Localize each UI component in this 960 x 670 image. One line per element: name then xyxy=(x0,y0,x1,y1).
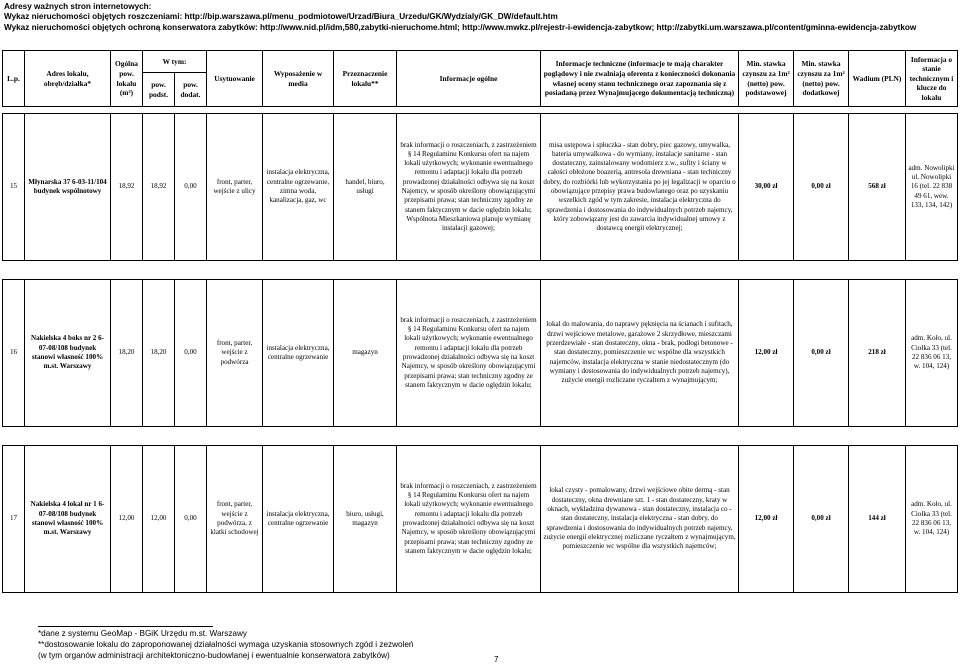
header-deposit: Wadium (PLN) xyxy=(849,51,906,107)
footnote-authorities: (w tym organów administracji architektoniczno-budowlanej i ewentualnie konserwatora zabytków) xyxy=(38,651,390,661)
row-keys-info: adm. Koło, ul. Ciołka 33 (tel. 22 836 06 13, w. 104, 124) xyxy=(906,280,958,427)
row-deposit: 144 zł xyxy=(849,446,906,593)
row-general-info: brak informacji o roszczeniach, z zastrzeżeniem § 14 Regulaminu Konkursu ofert na najem lokali użytkowych; wykonanie ewentualnego remontu i adaptacji lokalu dla potrzeb prowadzonej działalności odbywa się na koszt Najemcy, w sposób określony obowiązującymi przepisami prawa; stan techniczny zgodny ze stanem faktycznym w dacie oględzin lokalu; Wspólnota Mieszkaniowa planuje wymianę instalacji gazowej; xyxy=(397,114,541,261)
header-technical-info: Informacje techniczne (informacje te mają charakter poglądowy i nie zwalniają oferenta z konieczności dokonania własnej oceny stanu technicznego oraz zapoznania się z posiadaną przez Wynajmującego dokumentacją techniczną) xyxy=(541,51,739,107)
row-additional-area: 0,00 xyxy=(175,280,207,427)
header-address: Adres lokalu, obręb/działka* xyxy=(25,51,111,107)
table-row xyxy=(3,114,958,261)
row-address: Młynarska 37 6-03-11/104 budynek wspólnotowy xyxy=(25,114,111,261)
row-address: Nakielska 4 boks nr 2 6-07-08/108 budynek stanowi własność 100% m.st. Warszawy xyxy=(25,280,111,427)
header-title: Adresy ważnych stron internetowych: xyxy=(4,2,152,11)
header-basic-area: pow. podst. xyxy=(143,73,175,107)
row-general-info: brak informacji o roszczeniach, z zastrzeżeniem § 14 Regulaminu Konkursu ofert na najem lokali użytkowych; wykonanie ewentualnego remontu i adaptacji lokalu dla potrzeb prowadzonej działalności odbywa się na koszt Najemcy, w sposób określony obowiązującymi przepisami prawa; stan techniczny zgodny ze stanem faktycznym w dacie oględzin lokalu; xyxy=(397,446,541,593)
row-basic-area: 12,00 xyxy=(143,446,175,593)
row-basic-area: 18,20 xyxy=(143,280,175,427)
header-additional-area: pow. dodat. xyxy=(175,73,207,107)
row-location: front, parter, wejście z podwórza xyxy=(207,280,263,427)
header-of-which: W tym: xyxy=(143,51,207,73)
header-total-area: Ogólna pow. lokalu (m²) xyxy=(111,51,143,107)
header-claims-link[interactable]: Wykaz nieruchomości objętych roszczeniami: http://bip.warszawa.pl/menu_podmiotowe/Urzad/Biura_Urzedu/GK/Wydzialy/GK_DW/default.htm xyxy=(4,12,558,22)
row-location: front, parter, wejście z podwórza, z klatki schodowej xyxy=(207,446,263,593)
row-location: front, parter, wejście z ulicy xyxy=(207,114,263,261)
row-deposit: 568 zł xyxy=(849,114,906,261)
row-utilities: instalacja elektryczna, centralne ogrzewanie xyxy=(263,280,334,427)
row-min-rent-basic: 12,00 zł xyxy=(739,280,794,427)
header-general-info: Informacje ogólne xyxy=(397,51,541,107)
footnote-geomap: *dane z systemu GeoMap - BGiK Urzędu m.st. Warszawy xyxy=(38,629,247,638)
header-keys-info: Informacja o stanie technicznym i klucze do lokalu xyxy=(906,51,958,107)
row-basic-area: 18,92 xyxy=(143,114,175,261)
row-min-rent-basic: 12,00 zł xyxy=(739,446,794,593)
header-purpose: Przeznaczenie lokalu** xyxy=(334,51,397,107)
header-utilities: Wyposażenie w media xyxy=(263,51,334,107)
header-min-rent-basic: Min. stawka czynszu za 1m² (netto) pow. podstawowej xyxy=(739,51,794,107)
row-purpose: biuro, usługi, magazyn xyxy=(334,446,397,593)
row-total-area: 12,00 xyxy=(111,446,143,593)
row-address: Nakielska 4 lokal nr 1 6-07-08/108 budynek stanowi własność 100% m.st. Warszawy xyxy=(25,446,111,593)
row-additional-area: 0,00 xyxy=(175,446,207,593)
row-total-area: 18,92 xyxy=(111,114,143,261)
premises-table xyxy=(2,50,958,593)
row-keys-info: adm. Koło, ul. Ciołka 33 (tel. 22 836 06 13, w. 104, 124) xyxy=(906,446,958,593)
footnote-divider xyxy=(38,626,213,627)
footnotes xyxy=(38,628,918,662)
row-utilities: instalacja elektryczna, centralne ogrzewanie xyxy=(263,446,334,593)
footnote-permits: **dostosowanie lokalu do zaproponowanej działalności wymaga uzyskania stosownych zgód i zezwoleń xyxy=(38,640,414,650)
page-header xyxy=(4,2,954,33)
row-total-area: 18,20 xyxy=(111,280,143,427)
row-min-rent-basic: 30,00 zł xyxy=(739,114,794,261)
table-row xyxy=(3,280,958,427)
row-utilities: instalacja elektryczna, centralne ogrzewanie, zimna woda, kanalizacja, gaz, wc xyxy=(263,114,334,261)
row-general-info: brak informacji o roszczeniach, z zastrzeżeniem § 14 Regulaminu Konkursu ofert na najem lokali użytkowych; wykonanie ewentualnego remontu i adaptacji lokalu dla potrzeb prowadzonej działalności odbywa się na koszt Najemcy, w sposób określony obowiązującymi przepisami prawa; stan techniczny zgodny ze stanem faktycznym w dacie oględzin lokalu; xyxy=(397,280,541,427)
row-purpose: handel, biuro, usługi xyxy=(334,114,397,261)
row-lp: 16 xyxy=(3,280,25,427)
header-location: Usytuowanie xyxy=(207,51,263,107)
row-additional-area: 0,00 xyxy=(175,114,207,261)
row-lp: 17 xyxy=(3,446,25,593)
row-technical-info: misa ustępowa i spłuczka - stan dobry, piec gazowy, umywalka, bateria umywalkowa - do wymiany, instalacje sanitarne - stan dostateczny, zainstalowany wodomierz z.w., sufity i ściany w całości obłożone boazerią, antresola drewniana - stan techniczny dobry, do rozbiórki lub wykorzystania po jej legalizacji w oparciu o obowiązujące przepisy prawa budowlanego oraz po uzyskaniu wszelkich zgód w tym zakresie, instalacja elektryczna do sprawdzenia i dostosowania do indywidualnych potrzeb najemcy, który zobowiązany jest do zawarcia indywidualnej umowy z dostawcą energii elektrycznej; xyxy=(541,114,739,261)
row-deposit: 218 zł xyxy=(849,280,906,427)
row-keys-info: adm. Nowolipki ul. Nowolipki 16 (tel. 22 838 49 61, wew. 133, 134, 142) xyxy=(906,114,958,261)
header-min-rent-additional: Min. stawka czynszu za 1m² (netto) pow. dodatkowej xyxy=(794,51,849,107)
row-min-rent-additional: 0,00 zł xyxy=(794,114,849,261)
row-min-rent-additional: 0,00 zł xyxy=(794,446,849,593)
header-monuments-link[interactable]: Wykaz nieruchomości objętych ochroną konserwatora zabytków: http://www.nid.pl/idm,580,zabytki-nieruchome.html; http://www.mwkz.pl/rejestr-i-ewidencja-zabytkow; http://zabytki.um.warszawa.pl/content/gminna-ewidencja-zabytkow xyxy=(4,22,917,32)
row-purpose: magazyn xyxy=(334,280,397,427)
row-technical-info: lokal do malowania, do naprawy pęknięcia na ścianach i sufitach, drzwi wejściowe metalowe, garażowe 2 skrzydłowe, mieszczami przerdzewiałe - stan dostateczny, okna - brak, podłogi betonowe - stan dostateczny, pomieszczenie wc wspólne dla wszystkich najemców, instalacja elektryczna w stanie niedostatecznym (do wymiany i dostosowania do indywidualnych potrzeb najemcy), zużycie energii rozliczane ryczałtem z wynajmującym; xyxy=(541,280,739,427)
row-lp: 15 xyxy=(3,114,25,261)
table-header-row xyxy=(3,51,958,73)
page-number: 7 xyxy=(494,655,499,664)
row-technical-info: lokal czysty - pomalowany, drzwi wejściowe obite dermą - stan dostateczny, okna drewniane szt. 1 - stan dostateczny, kraty w oknach, wykładzina dywanowa - stan dostateczny, instalacja co - stan dostateczny, instalacja elektryczna - stan dobry, do sprawdzenia i dostosowania do indywidualnych potrzeb najemcy, zużycie energii elektrycznej rozliczane ryczałtem z wynajmującym, pomieszczenie wc wspólne dla wszystkich najemców; xyxy=(541,446,739,593)
row-min-rent-additional: 0,00 zł xyxy=(794,280,849,427)
header-lp: L.p. xyxy=(3,51,25,107)
table-row xyxy=(3,446,958,593)
